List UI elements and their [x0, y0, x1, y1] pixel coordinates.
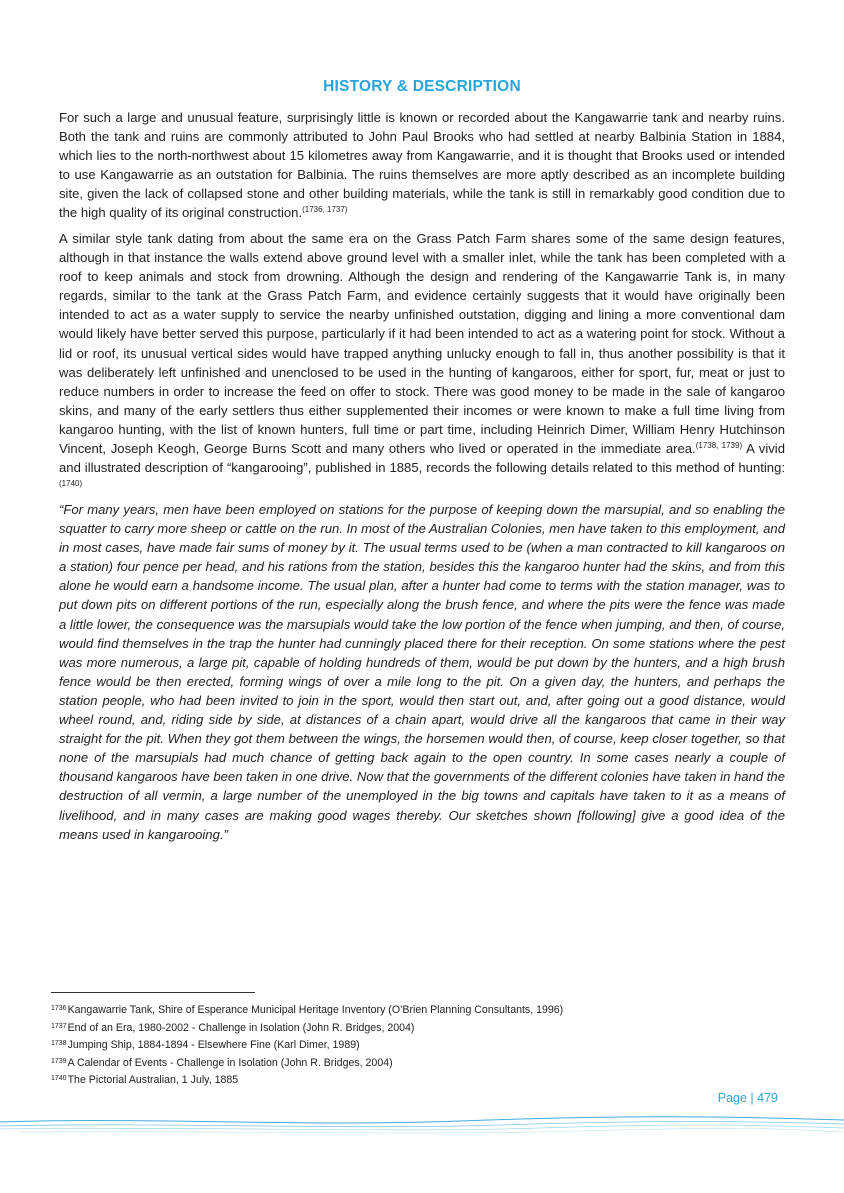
paragraph-grass-patch	[59, 229, 785, 496]
footer-wave-decoration	[0, 1108, 844, 1148]
quotation-kangarooing: “For many years, men have been employed on stations for the purpose of keeping down the marsupial, and so enabling the squatter to carry more sheep or cattle on the run. In most of the Australian Colonies, men have taken to this employment, and in most cases, have made fair sums of money by it. The usual terms used to be (when a man contracted to kill kangaroos on a station) four pence per head, and his rations from the station, besides this the kangaroo hunter had the skins, and from this alone he would earn a handsome income. The usual plan, after a hunter had come to terms with the station manager, was to put down pits on different portions of the run, especially along the brush fence, and where the pits were the fence was made a little lower, the consequence was the marsupials would take the low portion of the fence when jumping, and then, of course, would find themselves in the trap the hunter had cunningly placed there for their reception. On some stations where the pest was more numerous, a large pit, capable of holding hundreds of them, would be put down by the hunters, and a high brush fence would be then erected, forming wings of over a mile long to the pit. On a given day, the hunters, and perhaps the station people, who had been invited to join in the sport, would then start out, and, after going out a good distance, would wheel round, and, riding side by side, at distances of a chain apart, would drive all the kangaroos that came in their way straight for the pit. When they got them between the wings, the horsemen would then, of course, keep closer together, so that none of the marsupials had much chance of getting back again to the open country. In some cases nearly a couple of thousand kangaroos have been taken in one drive. Now that the governments of the different colonies have taken in hand the destruction of all vermin, a large number of the unemployed in the big towns and capitals have taken to it as a means of livelihood, and in many cases are making good wages thereby. Our sketches shown [following] give a good idea of the means used in kangarooing.”	[59, 502, 785, 842]
footnote-number: 1739	[51, 1057, 67, 1065]
footnote	[51, 1071, 791, 1089]
footnote	[51, 1036, 791, 1054]
footnote	[51, 1019, 791, 1037]
footnote-number: 1740	[51, 1075, 67, 1083]
page-number: Page | 479	[717, 1091, 778, 1105]
footnotes	[51, 1001, 791, 1089]
footnote-text: End of an Era, 1980-2002 - Challenge in Isolation (John R. Bridges, 2004)	[67, 1021, 415, 1034]
wave-line	[20, 1128, 844, 1133]
wave-line	[0, 1117, 844, 1123]
footnote-text: A Calendar of Events - Challenge in Isolation (John R. Bridges, 2004)	[67, 1056, 393, 1069]
footnote-text: Jumping Ship, 1884-1894 - Elsewhere Fine (Karl Dimer, 1989)	[67, 1039, 360, 1052]
footnote-text: The Pictorial Australian, 1 July, 1885	[67, 1074, 239, 1087]
section-title: HISTORY & DESCRIPTION	[323, 78, 521, 95]
footnote	[51, 1001, 791, 1019]
footnote-number: 1736	[51, 1005, 67, 1012]
footnote-number: 1738	[51, 1040, 67, 1048]
paragraph-text-continued: A vivid and illustrated description of “kangarooing”, published in 1885, records the following details related to this method of hunting:	[59, 441, 785, 476]
paragraph-text: For such a large and unusual feature, surprisingly little is known or recorded about the Kangawarrie tank and nearby ruins. Both the tank and ruins are commonly attributed to John Paul Brooks who had settled at nearby Balbinia Station in 1884, which lies to the north-northwest about 15 kilometres away from Kangawarrie, and it is thought that Brooks used or intended to use Kangawarrie as an outstation for Balbinia. The ruins themselves are more aptly described as an incomplete building site, given the lack of collapsed stone and other building materials, while the tank is still in remarkably good condition due to the high quality of its original construction.	[59, 110, 785, 221]
wave-line	[0, 1125, 844, 1130]
footnote-ref: (1738, 1739)	[695, 441, 743, 451]
footnote	[51, 1054, 791, 1072]
footnote-text: Kangawarrie Tank, Shire of Esperance Municipal Heritage Inventory (O’Brien Planning Consultants, 1996)	[67, 1004, 564, 1016]
paragraph-text: A similar style tank dating from about the same era on the Grass Patch Farm shares some of the same design features, although in that instance the walls extend above ground level with a smaller inlet, while the tank has been completed with a roof to keep animals and stock from drowning. Although the design and rendering of the Kangawarrie Tank is, in many regards, similar to the tank at the Grass Patch Farm, and evidence certainly suggests that it would have originally been intended to act as a water supply to service the nearby unfinished outstation, digging and lining a more conventional dam would likely have better served this purpose, particularly if it had been intended to act as a watering point for stock. Without a lid or roof, its unusual vertical sides would have trapped anything unlucky enough to fall in, thus another possibility is that it was deliberately left unfinished and unenclosed to be used in the hunting of kangaroos, either for sport, fur, meat or just to reduce numbers in order to increase the feed on offer to stock. There was good money to be made in the sale of kangaroo skins, and many of the early settlers thus either supplemented their incomes or were known to make a full time living from kangaroo hunting, with the list of known hunters, full time or part time, including Heinrich Dimer, William Henry Hutchinson Vincent, Joseph Keogh, George Burns Scott and many others who lived or operated in the immediate area.	[59, 231, 785, 457]
footnote-separator	[51, 992, 255, 993]
footnote-ref: (1736, 1737)	[302, 205, 348, 215]
paragraph-history	[59, 108, 785, 223]
footnote-number: 1737	[51, 1022, 67, 1030]
footnote-ref: (1740)	[59, 479, 83, 489]
